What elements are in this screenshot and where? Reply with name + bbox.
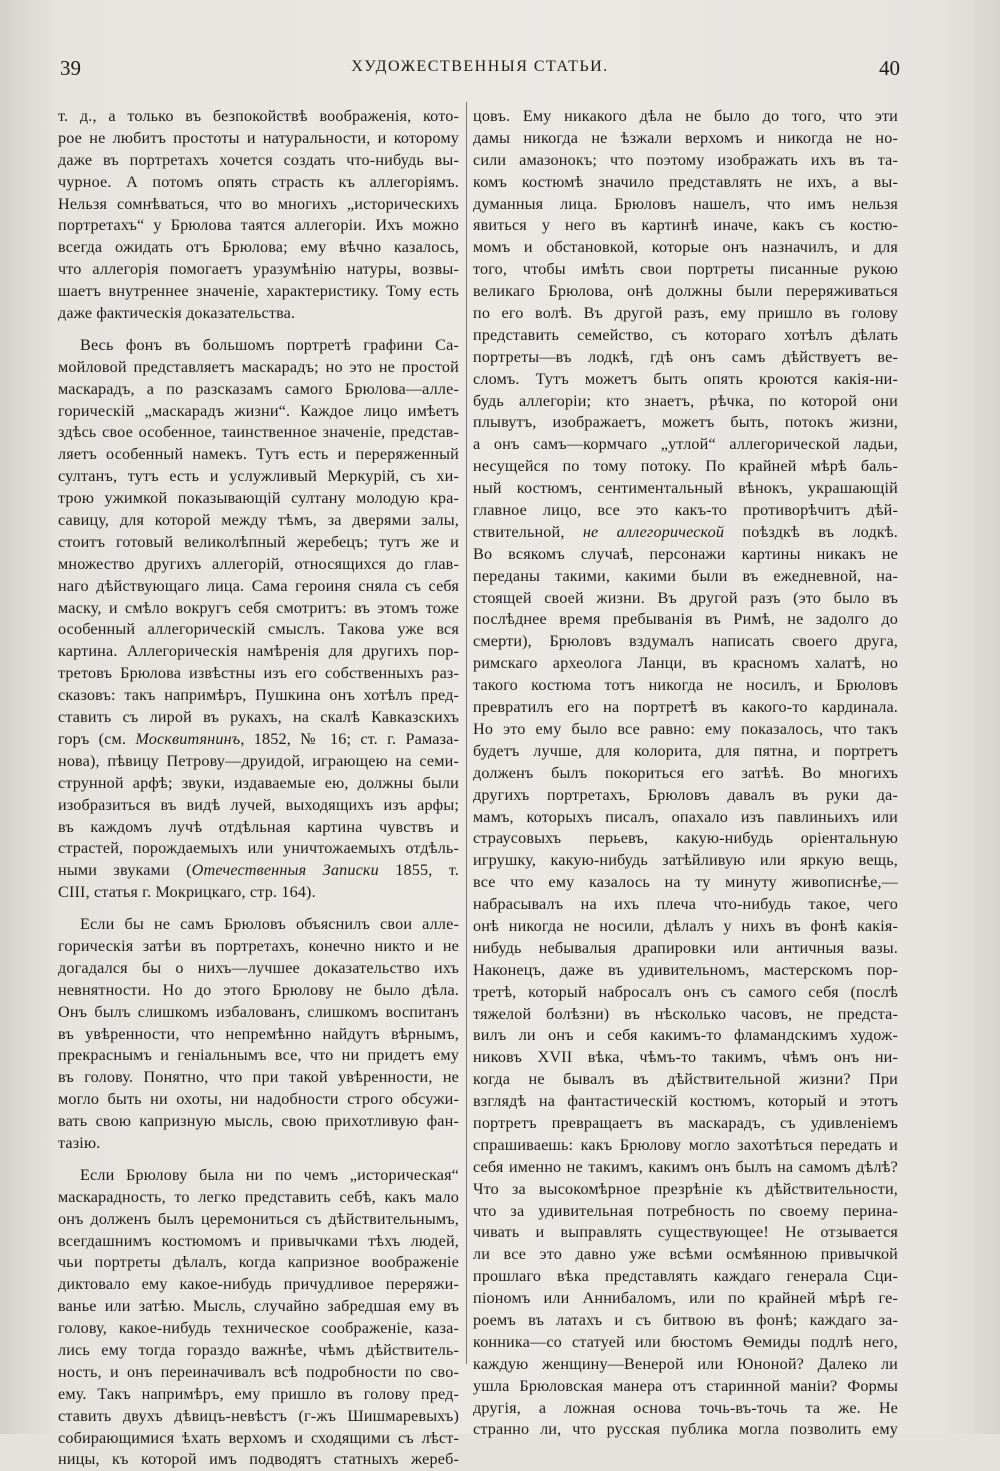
text-line: трою ужимкой показывающій султану молодую кра- — [58, 489, 459, 508]
text-line: цовъ. Ему никакого дѣла не было до того, что эти — [473, 107, 898, 125]
text-line: спрашиваешь: какъ Брюлову могло захотѣться передать и — [473, 1135, 898, 1154]
text-line: сломъ. Тутъ можетъ быть опять кроются какія-ни- — [473, 369, 898, 388]
text-line: явиться у него въ картинѣ иначе, какъ съ костю- — [473, 216, 898, 235]
text-line: т. д., а только въ безпокойствѣ воображенія, кото- — [58, 107, 459, 125]
text-line: того, чтобы имѣть свои портреты писанные рукою — [473, 260, 898, 279]
text-line: игрушку, какую-нибудь затѣйливую или яркую вещь, — [473, 851, 898, 870]
text-line: тяжелой болѣзни) въ нѣсколько часовъ, не предста- — [473, 1004, 898, 1023]
text-line: переданы такими, какими были въ ежедневной, на- — [473, 566, 898, 585]
text-line: мамъ, которыхъ писалъ, опахало изъ павлиньихъ или — [473, 807, 898, 826]
text-line: стоящей своей жизни. Въ другой разъ (это было въ — [473, 588, 898, 607]
text-line: ляетъ особенный намекъ. Тутъ есть и переряженный — [58, 445, 459, 464]
text-line: послѣднее время пребыванія въ Римѣ, не задолго до — [473, 610, 898, 629]
text-line: взглядѣ на фантастическій костюмъ, который и этотъ — [473, 1092, 898, 1111]
text-line: рое не любитъ простоты и натуральности, и которому — [58, 128, 459, 147]
text-line: особенный аллегорическій смыслъ. Такова уже вся — [58, 620, 459, 639]
text-line: Наконецъ, даже въ удивительномъ, мастерскомъ пор- — [473, 960, 898, 979]
text-line: ушла Брюловская манера отъ старинной маніи? Формы — [473, 1376, 898, 1395]
text-line: никовъ XVII вѣка, чѣмъ-то такимъ, чѣмъ онъ ни- — [473, 1048, 898, 1067]
text-line: Онъ былъ слишкомъ избалованъ, слишкомъ воспитанъ — [58, 1002, 459, 1021]
text-line: султанъ, тутъ есть и услужливый Меркурій, съ хи- — [58, 467, 459, 486]
text-line: сказовъ: такъ напримѣръ, Пушкина онъ хотѣлъ пред- — [58, 686, 459, 705]
text-line: дамы никогда не ѣзжали верхомъ и никогда не но- — [473, 128, 898, 147]
text-line: третовъ Брюлова извѣстны изъ его собственныхъ раз- — [58, 664, 459, 683]
text-line: изобразиться въ видѣ лучей, выходящихъ изъ арфы; — [58, 795, 459, 814]
page-number-left: 39 — [60, 56, 81, 80]
text-line: портреты—въ лодкѣ, гдѣ онъ самъ дѣйствуетъ ве- — [473, 347, 898, 366]
text-line: ему. Такъ напримѣръ, ему пришло въ голову пред- — [58, 1384, 459, 1403]
text-line: невнятности. Но до этого Брюлову не было дѣла. — [58, 980, 459, 999]
text-line: страстей, порождаемыхъ или уничтожаемыхъ отдѣль- — [58, 839, 459, 858]
text-line: маскарадъ, а по разсказамъ самого Брюлова—алле- — [58, 379, 459, 398]
text-line: чурное. А потомъ опять страсть къ аллегоріямъ. — [58, 172, 459, 191]
right-column — [473, 106, 898, 1441]
text-line: роемъ въ латахъ и съ битвою въ фонѣ; каждаго за- — [473, 1310, 898, 1329]
text-line: прошлаго вѣка представлять каждаго генерала Сци- — [473, 1267, 898, 1286]
text-line: момъ и обстановкой, которые онъ назначилъ, и для — [473, 238, 898, 257]
left-column — [58, 106, 459, 1471]
text-line: смерти), Брюловъ вздумалъ написать своего друга, — [473, 632, 898, 651]
text-line: думанныя лица. Брюловъ нашелъ, что имъ нельзя — [473, 194, 898, 213]
text-line: здѣсь свое особенное, таинственное значеніе, представ- — [58, 423, 459, 442]
text-line: по его волѣ. Въ другой разъ, ему пришло въ голову — [473, 304, 898, 323]
text-line: долженъ былъ покориться его затѣѣ. Во многихъ — [473, 763, 898, 782]
text-line: что за удивительная потребность по своему перина- — [473, 1201, 898, 1220]
text-line: даже фактическія доказательства. — [58, 304, 296, 323]
text-line: портретъ превращаетъ въ маскарадъ, съ удивленіемъ — [473, 1113, 898, 1132]
text-line: шаетъ внутреннее значеніе, характеристику. Тому есть — [58, 282, 459, 301]
text-line: вилъ ли онъ и себя какимъ-то фламандскимъ худож- — [473, 1026, 898, 1045]
text-line: несущейся по тому потоку. По крайней мѣрѣ баль- — [473, 457, 898, 476]
text-line: ли все это давно уже всѣми осмѣянною привычкой — [473, 1245, 898, 1264]
text-line: страусовыхъ перьевъ, какую-нибудь оріентальную — [473, 829, 898, 848]
text-line: стоитъ готовый великолѣпный жеребецъ; тутъ же и — [58, 532, 459, 551]
text-line: въ каждомъ лучѣ отдѣльная картина чувствъ и — [58, 817, 459, 836]
text-line: Во всякомъ случаѣ, персонажи картины никакъ не — [473, 544, 898, 563]
text-line: лись ему тогда гораздо важнѣе, чѣмъ дѣйствитель- — [58, 1340, 459, 1359]
text-line: Что за высокомѣрное презрѣніе къ дѣйствительности, — [473, 1179, 898, 1198]
text-line: струнной арфѣ; звуки, издаваемые ею, должны были — [58, 773, 459, 792]
text-line: онѣ никогда не носили, дѣлалъ у нихъ въ фонѣ какія- — [473, 916, 898, 935]
text-line: третѣ, который набросалъ онъ съ самого себя (послѣ — [473, 982, 898, 1001]
text-line: ность, и онъ переиначивалъ всѣ подробности по сво- — [58, 1362, 459, 1381]
text-line: даже въ портретахъ хочется создать что-нибудь вы- — [58, 150, 459, 169]
text-line: превратилъ его на портретѣ въ какого-то кардинала. — [473, 698, 898, 717]
text-line: а онъ самъ—кормчаго „утлой“ аллегорической ладьи, — [473, 435, 898, 454]
text-line: каждую женщину—Венерой или Юноной? Далеко ли — [473, 1354, 898, 1373]
text-line: будетъ лучше, для колорита, для пятна, и портретъ — [473, 741, 898, 760]
text-line: великаго Брюлова, онѣ должны были переряживаться — [473, 282, 898, 301]
text-line: множество другихъ аллегорій, относящихся до глав- — [58, 554, 459, 573]
text-line: мойловой представляетъ маскарадъ; но это не простой — [58, 357, 459, 376]
text-line: ницы, къ которой имъ подводятъ статныхъ жереб- — [58, 1450, 459, 1469]
text-line: тазію. — [58, 1133, 101, 1152]
text-line: плывутъ, изображаетъ, можетъ быть, потокъ жизни, — [473, 413, 898, 432]
text-line: горъ (см. Москвитянинъ, 1852, № 16; ст. г. Рамаза- — [58, 729, 459, 748]
text-line: портретахъ“ у Брюлова таятся аллегоріи. Ихъ можно — [58, 216, 459, 235]
text-line: онъ долженъ былъ церемониться съ дѣйствительнымъ, — [58, 1209, 459, 1228]
text-line: ными звуками (Отечественныя Записки 1855, т. — [58, 861, 459, 880]
text-line: наго дѣйствующаго лица. Сама героиня сняла съ себя — [58, 576, 459, 595]
text-line: комъ костюмѣ значило представлять не ихъ, а вы- — [473, 172, 898, 191]
text-line: римскаго археолога Ланци, въ красномъ халатѣ, но — [473, 654, 898, 673]
text-line: чьи портреты дѣлалъ, когда капризное воображеніе — [58, 1253, 459, 1272]
text-line: ванье или затѣю. Мысль, случайно забредшая ему въ — [58, 1297, 459, 1316]
text-line: чивать и выправлять существующее! Не отзывается — [473, 1223, 898, 1242]
text-line: другихъ портретахъ, Брюловъ давалъ въ руки да- — [473, 785, 898, 804]
text-line: савицу, для которой между тѣмъ, за дверями залы, — [58, 511, 459, 530]
text-line: набрасывалъ на ихъ плеча что-нибудь такое, чего — [473, 895, 898, 914]
text-line: прекраснымъ и геніальнымъ все, что ни придетъ ему — [58, 1046, 459, 1065]
text-line: что аллегорія помогаетъ уразумѣнію натуры, возвы- — [58, 260, 459, 279]
text-line: піономъ или Аннибаломъ, или по крайней мѣрѣ ге- — [473, 1289, 898, 1308]
text-line: главное лицо, все это какъ-то противорѣчитъ дѣй- — [473, 501, 898, 520]
text-line: ный костюмъ, сентиментальный вѣнокъ, украшающій — [473, 479, 898, 498]
text-line: могло быть ни охоты, ни надобности строго обсужи- — [58, 1090, 459, 1109]
running-title: ХУДОЖЕСТВЕННЫЯ СТАТЬИ. — [351, 58, 609, 75]
text-line: Если Брюлову была ни по чемъ „историческая“ — [80, 1165, 459, 1184]
text-line: представить семейство, съ котораго хотѣлъ дѣлать — [473, 325, 898, 344]
text-line: CIII, статья г. Мокрицкаго, стр. 164). — [58, 883, 316, 902]
column-divider — [466, 102, 467, 1364]
text-line: ствительной, не аллегорической поѣздкѣ въ лодкѣ. — [473, 522, 898, 541]
text-line: горическія затѣи въ портретахъ, конечно никто и не — [58, 936, 459, 955]
text-line: диктовало ему какое-нибудь причудливое переряжи- — [58, 1275, 459, 1294]
text-line: всегдашнимъ костюмомъ и привычками тѣхъ людей, — [58, 1231, 459, 1250]
text-line: когда не бывалъ въ дѣйствительной жизни? При — [473, 1070, 898, 1089]
text-line: маскарадность, то легко представить себѣ, какъ мало — [58, 1187, 459, 1206]
text-line: въ голову. Понятно, что при такой увѣренности, не — [58, 1068, 459, 1087]
text-line: нова), пѣвицу Петрову—друидой, играющею на семи- — [58, 751, 459, 770]
text-line: всегда ожидать отъ Брюлова; ему вѣчно казалось, — [58, 238, 459, 257]
text-line: ставить съ лирой въ рукахъ, на скалѣ Кавказскихъ — [58, 708, 459, 727]
text-line: собирающимися ѣхать верхомъ и сходящими съ лѣст- — [58, 1428, 459, 1447]
text-line: горическій „маскарадъ жизни“. Каждое лицо имѣетъ — [58, 401, 459, 420]
text-line: вать свою капризную мысль, свою прихотливую фан- — [58, 1112, 459, 1131]
running-header — [60, 52, 900, 82]
text-line: Если бы не самъ Брюловъ объяснилъ свои алле- — [80, 915, 459, 934]
text-line: Нельзя сомнѣваться, что во многихъ „историческихъ — [58, 194, 459, 213]
text-line: будь аллегоріи; кто знаетъ, рѣчка, по которой они — [473, 391, 898, 410]
text-line: ставить двухъ дѣвицъ-невѣстъ (г-жъ Шишмаревыхъ) — [58, 1406, 459, 1425]
text-line: голову, какое-нибудь техническое соображеніе, каза- — [58, 1319, 459, 1338]
text-line: нибудь небывалыя драпировки или античныя вазы. — [473, 938, 898, 957]
text-line: конника—со статуей или бюстомъ Ѳемиды подлѣ него, — [473, 1332, 898, 1351]
text-line: картина. Аллегорическія намѣренія для другихъ пор- — [58, 642, 459, 661]
text-line: Весь фонъ въ большомъ портретѣ графини Са- — [80, 335, 459, 354]
text-line: другія, а ложная основа точь-въ-точь та же. Не — [473, 1398, 898, 1417]
text-line: въ увѣренности, что непремѣнно найдутъ вѣрнымъ, — [58, 1024, 459, 1043]
text-line: все что ему казалось на ту минуту живописнѣе,— — [473, 873, 898, 892]
text-line: себя именно не такимъ, какимъ онъ былъ на самомъ дѣлѣ? — [473, 1157, 898, 1176]
page-number-right: 40 — [879, 56, 900, 80]
text-line: догадался бы о нихъ—лучшее доказательство ихъ — [58, 958, 459, 977]
text-line: сили амазонокъ; что поэтому изображать ихъ въ та- — [473, 150, 898, 169]
text-line: Но это ему было все равно: ему показалось, что такъ — [473, 719, 898, 738]
text-line: такого костюма тотъ никогда не носилъ, и Брюловъ — [473, 676, 898, 695]
text-line: маску, и смѣло вокругъ себя смотритъ: въ этомъ тоже — [58, 598, 459, 617]
text-line: странно ли, что русская публика могла позволить ему — [473, 1420, 898, 1439]
